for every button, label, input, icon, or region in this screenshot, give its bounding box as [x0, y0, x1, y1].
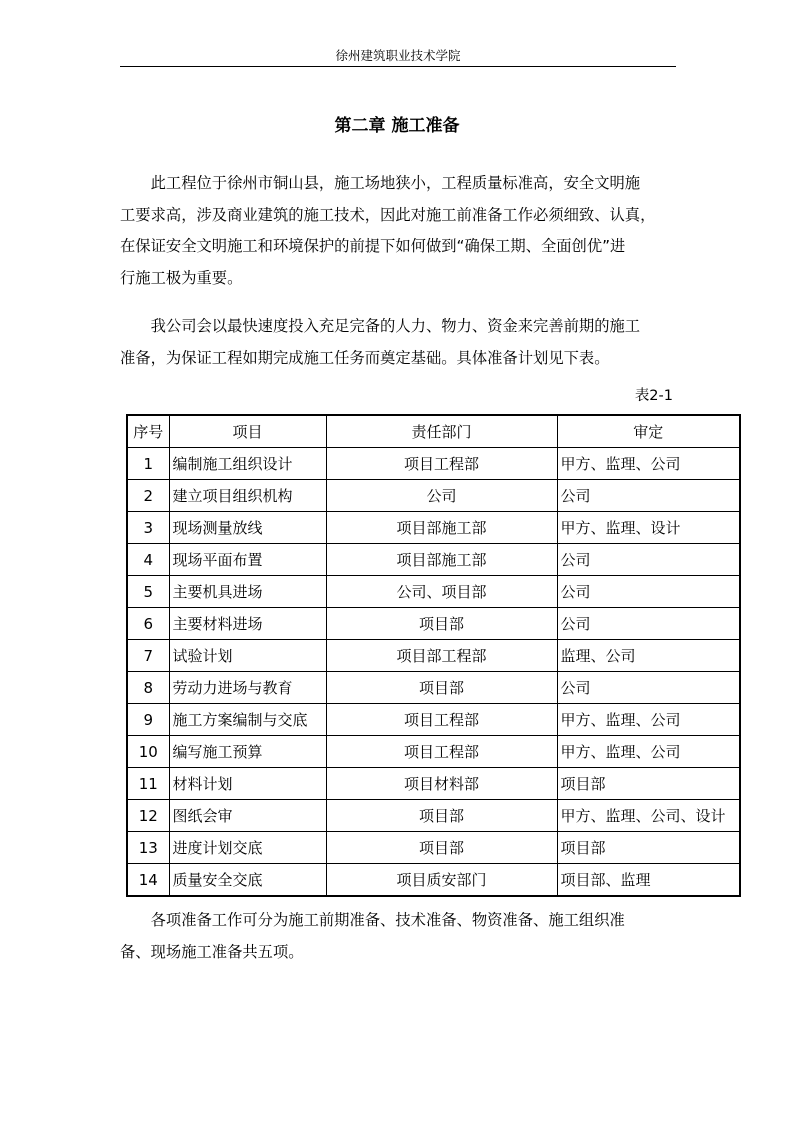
table-row: [127, 480, 740, 512]
row-no: 14: [127, 864, 169, 897]
row-approval: 甲方、监理、公司: [557, 448, 740, 480]
row-item: 现场平面布置: [169, 544, 326, 576]
table-row: [127, 640, 740, 672]
row-department: 项目部施工部: [326, 544, 557, 576]
row-no: 11: [127, 768, 169, 800]
row-item: 进度计划交底: [169, 832, 326, 864]
table-row: [127, 864, 740, 897]
page-header: 徐州建筑职业技术学院: [335, 48, 461, 63]
header-item: 项目: [169, 415, 326, 448]
table-row: [127, 544, 740, 576]
header-approval: 审定: [557, 415, 740, 448]
row-item: 主要机具进场: [169, 576, 326, 608]
row-no: 5: [127, 576, 169, 608]
row-item: 主要材料进场: [169, 608, 326, 640]
intro-line: 在保证安全文明施工和环境保护的前提下如何做到“确保工期、全面创优”进: [120, 237, 626, 255]
table-row: [127, 576, 740, 608]
table-caption: 表2-1: [634, 388, 673, 404]
closing-line: 备、现场施工准备共五项。: [120, 942, 304, 961]
table-header-row: [127, 415, 740, 448]
row-approval: 项目部: [557, 832, 740, 864]
row-department: 项目部施工部: [326, 512, 557, 544]
header-department: 责任部门: [326, 415, 557, 448]
row-department: 公司、项目部: [326, 576, 557, 608]
row-no: 10: [127, 736, 169, 768]
row-department: 项目部: [326, 672, 557, 704]
row-item: 编制施工组织设计: [169, 448, 326, 480]
row-department: 项目质安部门: [326, 864, 557, 897]
intro-line: 工要求高，涉及商业建筑的施工技术，因此对施工前准备工作必须细致、认真，: [120, 205, 656, 224]
row-approval: 项目部: [557, 768, 740, 800]
table-row: [127, 832, 740, 864]
row-department: 项目工程部: [326, 448, 557, 480]
table-body: [127, 448, 740, 897]
table-row: [127, 768, 740, 800]
row-department: 项目工程部: [326, 736, 557, 768]
row-department: 项目工程部: [326, 704, 557, 736]
row-no: 7: [127, 640, 169, 672]
row-no: 13: [127, 832, 169, 864]
row-approval: 项目部、监理: [557, 864, 740, 897]
row-department: 项目材料部: [326, 768, 557, 800]
closing-line: 各项准备工作可分为施工前期准备、技术准备、物资准备、施工组织准: [120, 911, 625, 929]
row-no: 12: [127, 800, 169, 832]
row-item: 试验计划: [169, 640, 326, 672]
chapter-title: 第二章 施工准备: [334, 116, 460, 136]
row-no: 1: [127, 448, 169, 480]
row-no: 8: [127, 672, 169, 704]
row-approval: 甲方、监理、公司、设计: [557, 800, 740, 832]
table-row: [127, 800, 740, 832]
row-department: 公司: [326, 480, 557, 512]
row-item: 材料计划: [169, 768, 326, 800]
row-department: 项目部工程部: [326, 640, 557, 672]
row-approval: 甲方、监理、设计: [557, 512, 740, 544]
row-approval: 公司: [557, 608, 740, 640]
table-row: [127, 704, 740, 736]
row-department: 项目部: [326, 608, 557, 640]
row-approval: 公司: [557, 576, 740, 608]
row-department: 项目部: [326, 832, 557, 864]
preparation-plan-table: [126, 414, 741, 897]
row-item: 施工方案编制与交底: [169, 704, 326, 736]
intro-paragraph: [120, 168, 680, 294]
row-no: 4: [127, 544, 169, 576]
plan-paragraph: [120, 311, 680, 374]
row-approval: 公司: [557, 544, 740, 576]
table-row: [127, 608, 740, 640]
row-approval: 甲方、监理、公司: [557, 704, 740, 736]
header-no: 序号: [127, 415, 169, 448]
row-approval: 监理、公司: [557, 640, 740, 672]
row-item: 图纸会审: [169, 800, 326, 832]
plan-line: 我公司会以最快速度投入充足完备的人力、物力、资金来完善前期的施工: [120, 317, 641, 335]
closing-paragraph: [120, 905, 680, 968]
intro-line: 此工程位于徐州市铜山县，施工场地狭小，工程质量标准高，安全文明施: [120, 174, 641, 192]
row-approval: 公司: [557, 480, 740, 512]
row-no: 6: [127, 608, 169, 640]
row-item: 编写施工预算: [169, 736, 326, 768]
row-no: 3: [127, 512, 169, 544]
table-row: [127, 736, 740, 768]
table-row: [127, 448, 740, 480]
intro-line: 行施工极为重要。: [120, 268, 243, 287]
table-row: [127, 672, 740, 704]
table-row: [127, 512, 740, 544]
row-item: 建立项目组织机构: [169, 480, 326, 512]
row-no: 9: [127, 704, 169, 736]
row-department: 项目部: [326, 800, 557, 832]
row-approval: 公司: [557, 672, 740, 704]
row-item: 质量安全交底: [169, 864, 326, 897]
row-item: 现场测量放线: [169, 512, 326, 544]
row-approval: 甲方、监理、公司: [557, 736, 740, 768]
plan-line: 准备，为保证工程如期完成施工任务而奠定基础。具体准备计划见下表。: [120, 348, 610, 367]
header-divider: [120, 66, 676, 67]
row-no: 2: [127, 480, 169, 512]
row-item: 劳动力进场与教育: [169, 672, 326, 704]
